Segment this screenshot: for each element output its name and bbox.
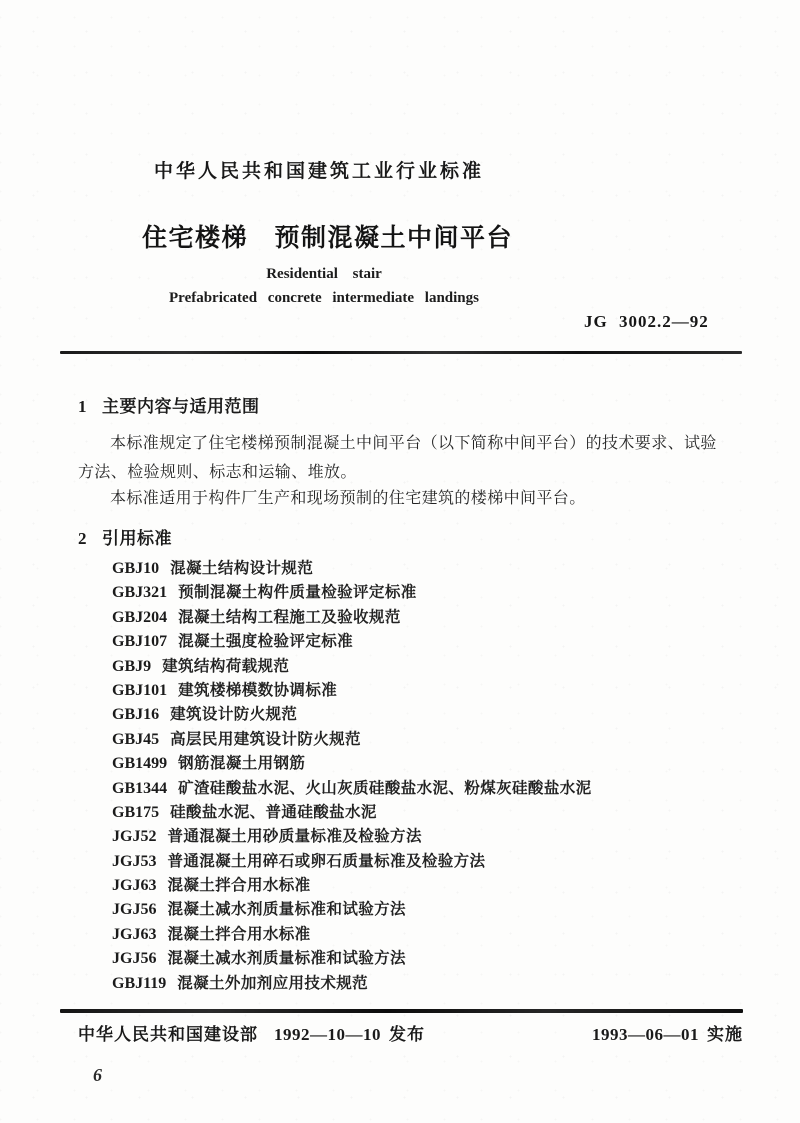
standard-code: GB1499 [112, 755, 168, 773]
standard-row [112, 703, 592, 727]
section-2-title: 引用标准 [102, 529, 172, 548]
standard-code: JGJ53 [112, 852, 157, 870]
page-number: 6 [93, 1065, 102, 1085]
standard-title: 钢筋混凝土用钢筋 [178, 755, 306, 773]
standard-row [112, 850, 592, 874]
standard-title: 混凝土外加剂应用技术规范 [177, 974, 369, 992]
standard-title: 混凝土拌合用水标准 [167, 877, 311, 895]
issue-label: 发布 [389, 1025, 425, 1044]
issue-date: 1992—10—10 [274, 1025, 381, 1044]
standard-code: JGJ56 [112, 950, 157, 968]
referenced-standards-list [112, 557, 592, 996]
paragraph-2: 本标准适用于构件厂生产和现场预制的住宅建筑的楼梯中间平台。 [110, 490, 586, 507]
english-title-line-1: Residential stair [266, 266, 382, 282]
issuer-name: 中华人民共和国建设部 [78, 1025, 258, 1044]
paragraph-1-line-1: 本标准规定了住宅楼梯预制混凝土中间平台（以下简称中间平台）的技术要求、试验 [110, 435, 717, 452]
section-1-title: 主要内容与适用范围 [102, 397, 260, 416]
footer-divider-rule [60, 1009, 743, 1013]
standard-title: 混凝土结构设计规范 [170, 560, 314, 577]
standard-code: JGJ52 [112, 828, 157, 846]
standard-row [112, 630, 592, 654]
section-2-number: 2 [78, 529, 87, 548]
standard-code: GBJ9 [112, 657, 152, 675]
standard-row [112, 874, 592, 898]
standard-number: JG 3002.2—92 [584, 312, 709, 331]
standard-code: GBJ16 [112, 706, 160, 724]
standard-title: 混凝土减水剂质量标准和试验方法 [167, 901, 406, 919]
standard-code: GBJ45 [112, 730, 160, 748]
standard-code: GBJ107 [112, 633, 168, 651]
document-title-english [150, 262, 498, 310]
standard-row [112, 777, 592, 801]
standard-row [112, 752, 592, 776]
standard-title: 高层民用建筑设计防火规范 [170, 730, 361, 748]
standard-title: 混凝土强度检验评定标准 [178, 633, 354, 651]
standard-row [112, 972, 592, 996]
standard-title: 预制混凝土构件质量检验评定标准 [178, 584, 417, 602]
document-title-chinese: 住宅楼梯 预制混凝土中间平台 [142, 224, 514, 252]
standard-row [112, 557, 592, 581]
standard-row [112, 606, 592, 630]
standard-code: GBJ119 [112, 974, 167, 992]
standard-code: JGJ56 [112, 901, 157, 919]
header-divider-rule [60, 351, 742, 354]
standard-code: GB175 [112, 803, 160, 821]
standard-row [112, 679, 592, 703]
section-1-number: 1 [78, 397, 87, 416]
section-2-heading [78, 524, 172, 549]
standard-row [112, 947, 592, 971]
effective-label: 实施 [707, 1025, 743, 1044]
standard-title: 混凝土结构工程施工及验收规范 [178, 608, 401, 626]
effective-date: 1993—06—01 [592, 1025, 699, 1044]
standard-title: 建筑设计防火规范 [170, 706, 298, 724]
footer-effective-line [592, 1020, 743, 1045]
standard-title: 普通混凝土用碎石或卵石质量标准及检验方法 [167, 852, 486, 870]
standard-code: GBJ204 [112, 608, 168, 626]
standard-title: 硅酸盐水泥、普通硅酸盐水泥 [170, 803, 377, 821]
standard-code: GBJ101 [112, 681, 168, 699]
standard-row [112, 923, 592, 947]
english-title-line-2: Prefabricated concrete intermediate landings [169, 290, 479, 306]
section-1-heading [78, 392, 260, 417]
standard-title: 矿渣硅酸盐水泥、火山灰质硅酸盐水泥、粉煤灰硅酸盐水泥 [178, 779, 592, 797]
standard-code: GB1344 [112, 779, 168, 797]
standard-category-header: 中华人民共和国建筑工业行业标准 [154, 161, 485, 182]
standard-title: 建筑结构荷载规范 [162, 657, 290, 675]
standard-code: JGJ63 [112, 925, 157, 943]
standard-title: 普通混凝土用砂质量标准及检验方法 [167, 828, 422, 846]
standard-title: 混凝土减水剂质量标准和试验方法 [167, 950, 406, 968]
standard-title: 建筑楼梯模数协调标准 [178, 681, 338, 699]
standard-code: GBJ321 [112, 584, 168, 602]
standard-row [112, 825, 592, 849]
standard-row [112, 898, 592, 922]
standard-row [112, 581, 592, 605]
standard-row [112, 728, 592, 752]
paragraph-1-line-2: 方法、检验规则、标志和运输、堆放。 [78, 464, 357, 481]
standard-title: 混凝土拌合用水标准 [167, 925, 311, 943]
footer-issuer-line [78, 1020, 425, 1045]
standard-row [112, 655, 592, 679]
standard-code: GBJ10 [112, 560, 160, 577]
standard-code: JGJ63 [112, 877, 157, 895]
standard-row [112, 801, 592, 825]
